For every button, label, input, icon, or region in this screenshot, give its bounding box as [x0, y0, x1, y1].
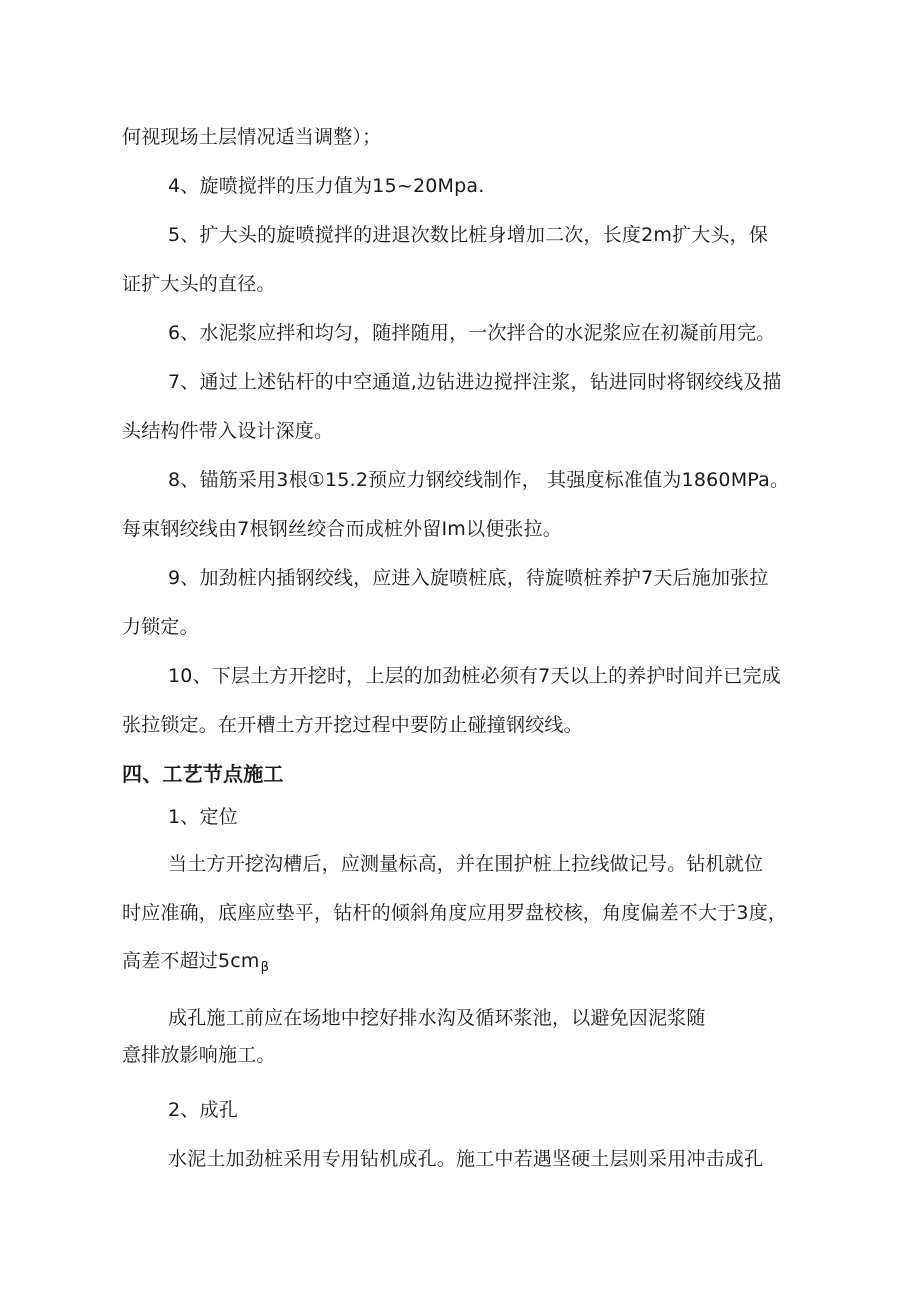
paragraph-line: 何视现场土层情况适当调整）； [122, 126, 382, 148]
paragraph-text: 高差不超过5cm [122, 950, 260, 972]
paragraph-line: 当土方开挖沟槽后，应测量标高，并在围护桩上拉线做记号。钻机就位 [168, 853, 764, 875]
list-item-4: 4、旋喷搅拌的压力值为15~20Mpa. [168, 175, 485, 197]
section-heading: 四、工艺节点施工 [122, 762, 284, 786]
list-item-9: 9、加劲桩内插钢绞线，应进入旋喷桩底，待旋喷桩养护7天后施加张拉 [168, 567, 769, 589]
paragraph-line: 水泥土加劲桩采用专用钻机成孔。施工中若遇坚硬土层则采用冲击成孔 [168, 1148, 764, 1170]
paragraph-line [122, 949, 269, 980]
paragraph-line: 力锁定。 [122, 616, 199, 638]
paragraph-line: 意排放影响施工。 [122, 1044, 276, 1066]
list-item-6: 6、水泥浆应拌和均匀，随拌随用，一次拌合的水泥浆应在初凝前用完。 [168, 322, 776, 344]
list-item-5: 5、扩大头的旋喷搅拌的进退次数比桩身增加二次，长度2m扩大头，保 [168, 224, 769, 246]
paragraph-line: 每束钢绞线由7根钢丝绞合而成桩外留Im以便张拉。 [122, 518, 563, 540]
list-item-8: 8、锚筋采用3根①15.2预应力钢绞线制作， 其强度标准值为1860MPa。 [168, 469, 790, 491]
list-item-7: 7、通过上述钻杆的中空通道,边钻进边搅拌注浆，钻进同时将钢绞线及描 [168, 371, 782, 393]
paragraph-line: 张拉锁定。在开槽土方开挖过程中要防止碰撞钢绞线。 [122, 714, 583, 736]
subscript-mark: β [260, 960, 270, 975]
list-item-10: 10、下层土方开挖时，上层的加劲桩必须有7天以上的养护时间并已完成 [168, 665, 781, 687]
paragraph-line: 成孔施工前应在场地中挖好排水沟及循环浆池，以避免因泥浆随 [168, 1007, 706, 1029]
paragraph-line: 时应准确，底座应垫平，钻杆的倾斜角度应用罗盘校核，角度偏差不大于3度， [122, 902, 788, 924]
paragraph-line: 头结构件带入设计深度。 [122, 420, 334, 442]
subsection-heading: 2、成孔 [168, 1099, 238, 1121]
subsection-heading: 1、定位 [168, 806, 238, 828]
paragraph-line: 证扩大头的直径。 [122, 273, 276, 295]
